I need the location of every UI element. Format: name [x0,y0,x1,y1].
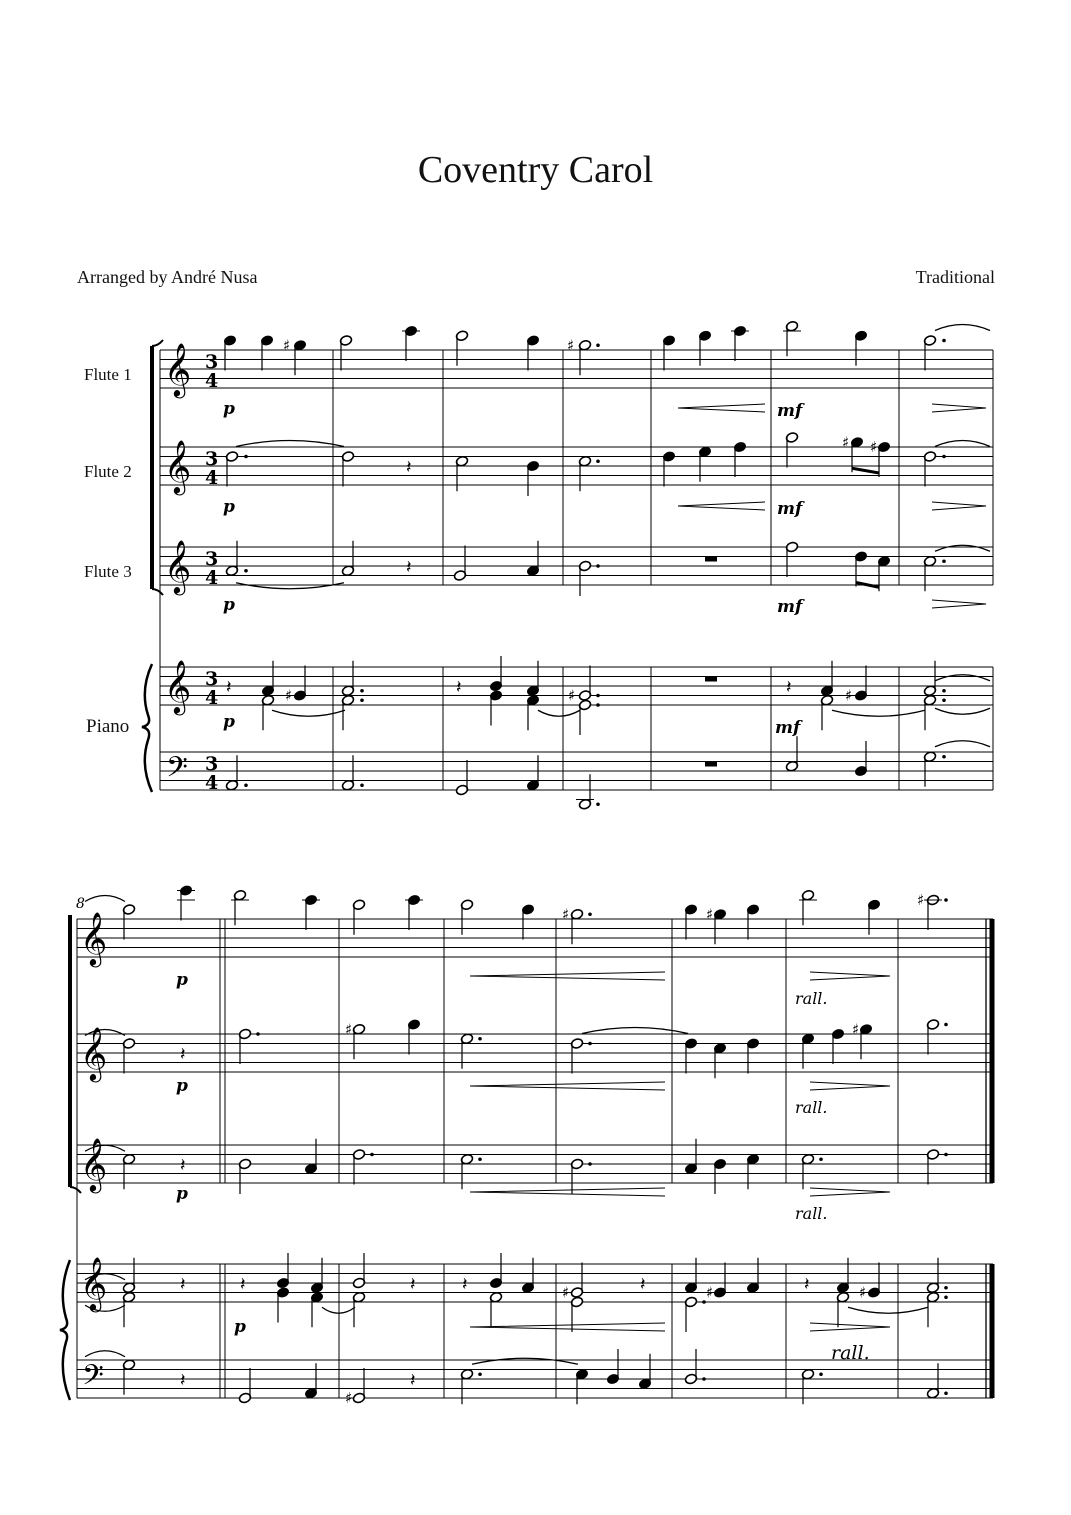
sharp-icon: ♯ [852,1020,860,1039]
dynamic-mark: p [223,497,235,517]
augmentation-dot [478,1157,482,1161]
note [341,661,354,697]
note [460,1153,473,1189]
note [526,755,539,791]
augmentation-dot [942,755,946,759]
augmentation-dot [944,1153,948,1157]
augmentation-dot [819,1372,823,1376]
note [238,1158,251,1194]
augmentation-dot [256,1032,260,1036]
augmentation-dot [244,455,248,459]
sharp-icon: ♯ [562,905,570,924]
note [785,541,798,577]
crescendo-hairpin [470,972,665,980]
piano-brace [142,664,152,792]
sharp-icon: ♯ [917,891,925,909]
note [785,432,798,468]
decrescendo-hairpin [810,972,890,980]
decrescendo-hairpin [932,502,986,510]
note [820,694,833,730]
sharp-icon: ♯ [345,1389,353,1407]
time-signature-denominator: 4 [205,370,219,392]
crescendo-hairpin [678,404,765,412]
augmentation-dot [596,802,600,806]
augmentation-dot [596,703,600,707]
quarter-rest-icon: 𝄽 [410,1370,416,1391]
note [820,661,833,697]
note [276,1253,289,1289]
augmentation-dot [944,1286,948,1290]
note [801,1153,814,1189]
note [526,335,539,371]
note [238,1028,251,1064]
note [923,451,936,487]
note [684,1349,697,1385]
note [713,1263,726,1299]
note [926,1149,939,1185]
note [606,1349,619,1385]
whole-rest-icon [705,762,717,767]
note [575,1368,588,1404]
tempo-mark: rall. [795,989,828,1008]
augmentation-dot [702,1377,706,1381]
tie [236,441,344,447]
sharp-icon: ♯ [706,905,714,924]
note [926,1019,939,1055]
quarter-rest-icon: 𝄽 [180,1155,186,1176]
tie [236,583,344,589]
quarter-rest-icon: 𝄽 [240,1274,246,1295]
augmentation-dot [360,689,364,693]
tie [848,1307,928,1313]
note [801,1368,814,1404]
decrescendo-hairpin [810,1188,890,1196]
dynamic-mark: p [223,712,235,732]
note [293,666,306,702]
note [521,1258,534,1294]
tie [272,710,345,716]
augmentation-dot [244,569,248,573]
note [662,451,675,487]
tie [538,710,580,716]
note [801,1033,814,1069]
dynamic-mark: p [176,1184,188,1204]
sharp-icon: ♯ [562,1283,570,1302]
note [713,908,726,944]
note [352,1291,365,1327]
note [713,1042,726,1078]
note [489,656,502,692]
bracket-hook [152,340,163,346]
note [698,446,711,482]
note [238,1368,251,1404]
note [223,335,236,371]
note [521,904,534,940]
tie [935,708,990,714]
note [489,690,502,726]
quarter-rest-icon: 𝄽 [406,557,412,578]
dynamic-mark: mf [777,499,803,519]
tie [935,325,990,331]
crescendo-hairpin [470,1188,665,1196]
time-signature-numerator: 3 [205,548,219,570]
crescendo-hairpin [678,502,765,510]
quarter-rest-icon: 𝄽 [180,1274,186,1295]
augmentation-dot [944,898,948,902]
sharp-icon: ♯ [568,686,576,705]
note [225,541,238,577]
note [867,899,880,935]
tie [935,675,990,681]
augmentation-dot [588,912,592,916]
time-signature-denominator: 4 [205,467,219,489]
note [926,1291,939,1327]
note [578,455,591,491]
augmentation-dot [596,564,600,568]
note [684,904,697,940]
time-signature-numerator: 3 [205,753,219,775]
quarter-rest-icon: 𝄽 [180,1044,186,1065]
flute3-label: Flute 3 [84,562,132,581]
note [489,1291,502,1327]
note [455,760,468,796]
note [836,1291,849,1327]
note [854,330,867,366]
augmentation-dot [819,1157,823,1161]
augmentation-dot [478,1037,482,1041]
note [923,661,936,697]
piano-label: Piano [86,716,130,737]
bracket-hook [152,589,163,595]
note [122,1038,135,1074]
note [304,1139,317,1175]
note [926,1363,939,1399]
dynamic-mark: mf [775,718,801,738]
note [923,694,936,730]
note [260,335,273,371]
bass-clef-icon: 𝄢 [82,1359,104,1399]
quarter-rest-icon: 𝄽 [456,677,462,698]
note [698,330,711,366]
augmentation-dot [370,1153,374,1157]
augmentation-dot [596,694,600,698]
tempo-mark: rall. [831,1342,870,1364]
flute1-label: Flute 1 [84,365,132,384]
note [122,1359,135,1395]
quarter-rest-icon: 𝄽 [410,1274,416,1295]
sharp-icon: ♯ [285,686,293,705]
note [867,1263,880,1299]
note [578,699,591,735]
note [489,1253,502,1289]
whole-rest-icon [705,557,717,562]
tie [935,741,990,747]
augmentation-dot [478,1372,482,1376]
augmentation-dot [942,698,946,702]
arranger-credit: Arranged by André Nusa [77,267,258,287]
note [746,904,759,940]
note [923,751,936,787]
composer-credit: Traditional [915,267,995,287]
note [122,1153,135,1189]
sharp-icon: ♯ [859,1283,867,1302]
note [713,1158,726,1194]
tempo-mark: rall. [795,1098,828,1117]
note [122,1291,135,1327]
augmentation-dot [588,1042,592,1046]
treble-clef-icon: 𝄞 [80,1026,108,1080]
quarter-rest-icon: 𝄽 [406,457,412,478]
augmentation-dot [942,455,946,459]
note [341,451,354,487]
sharp-icon: ♯ [845,686,853,705]
tie [832,710,925,716]
sharp-icon: ♯ [870,438,878,456]
note [352,899,365,935]
note [836,1258,849,1294]
note [926,1258,939,1294]
note [923,335,936,371]
dynamic-mark: p [223,399,235,419]
augmentation-dot [942,689,946,693]
note [578,774,591,810]
note [453,546,466,582]
decrescendo-hairpin [932,600,986,608]
note [341,541,354,577]
note [570,908,583,944]
tie [85,1351,125,1357]
treble-clef-icon: 𝄞 [164,439,192,493]
note [122,1258,135,1294]
note [310,1291,323,1327]
note [578,339,591,375]
augmentation-dot [942,339,946,343]
note [225,755,238,791]
measure-number: 8 [76,896,85,912]
quarter-rest-icon: 𝄽 [786,677,792,698]
note [455,330,468,366]
note [233,889,246,925]
note [455,455,468,491]
note [859,1023,872,1059]
augmentation-dot [942,559,946,563]
time-signature-denominator: 4 [205,567,219,589]
time-signature-numerator: 3 [205,448,219,470]
decrescendo-hairpin [810,1323,890,1331]
note [684,1296,697,1332]
time-signature-denominator: 4 [205,772,219,794]
augmentation-dot [596,459,600,463]
quarter-rest-icon: 𝄽 [180,1370,186,1391]
note [460,1033,473,1069]
note [339,335,352,371]
note [352,1149,365,1185]
note [276,1287,289,1323]
note [684,1139,697,1175]
note [341,694,354,730]
note [785,320,798,356]
note [684,1258,697,1294]
treble-clef-icon: 𝄞 [80,1137,108,1191]
crescendo-hairpin [470,1082,665,1090]
note [341,755,354,791]
note [407,1019,420,1055]
augmentation-dot [244,783,248,787]
note [662,335,675,371]
note [785,736,798,772]
note [352,1368,365,1404]
quarter-rest-icon: 𝄽 [804,1274,810,1295]
treble-clef-icon: 𝄞 [80,911,108,965]
note [526,541,539,577]
augmentation-dot [360,783,364,787]
augmentation-dot [944,1391,948,1395]
sharp-icon: ♯ [283,336,291,355]
augmentation-dot [596,343,600,347]
quarter-rest-icon: 𝄽 [640,1274,646,1295]
augmentation-dot [588,1162,592,1166]
score-title: Coventry Carol [417,149,654,191]
tie [85,896,125,902]
note [310,1258,323,1294]
note [304,1363,317,1399]
note [746,1038,759,1074]
dynamic-mark: p [176,1076,188,1096]
crescendo-hairpin [470,1323,665,1331]
treble-clef-icon: 𝄞 [80,1256,108,1310]
piano-brace [60,1260,70,1400]
note [460,899,473,935]
quarter-rest-icon: 𝄽 [226,677,232,698]
note [877,555,890,591]
sharp-icon: ♯ [567,336,575,355]
time-signature-denominator: 4 [205,687,219,709]
time-signature-numerator: 3 [205,351,219,373]
note [733,441,746,477]
note [526,661,539,697]
sharp-icon: ♯ [842,433,850,452]
note [746,1153,759,1189]
note [570,1263,583,1299]
treble-clef-icon: 𝄞 [164,539,192,593]
note [460,1368,473,1404]
dynamic-mark: p [223,595,235,615]
note [261,694,274,730]
tie [472,1358,578,1364]
note [225,451,238,487]
tie [935,545,990,551]
decrescendo-hairpin [810,1082,890,1090]
note [526,460,539,496]
note [122,904,135,940]
note [578,666,591,702]
quarter-rest-icon: 𝄽 [462,1274,468,1295]
note [746,1258,759,1294]
note [684,1038,697,1074]
treble-clef-icon: 𝄞 [164,342,192,396]
note [578,560,591,596]
augmentation-dot [360,698,364,702]
whole-rest-icon [705,677,717,682]
treble-clef-icon: 𝄞 [164,659,192,713]
sharp-icon: ♯ [706,1283,714,1302]
beam [852,468,879,473]
augmentation-dot [944,1023,948,1027]
note [570,1296,583,1332]
dynamic-mark: p [234,1317,246,1337]
note [854,666,867,702]
tempo-mark: rall. [795,1204,828,1223]
dynamic-mark: mf [777,401,803,421]
note [801,889,814,925]
dynamic-mark: mf [777,597,803,617]
note [923,555,936,591]
note [877,441,890,477]
note [352,1253,365,1289]
tie [935,441,990,447]
decrescendo-hairpin [932,404,986,412]
flute2-label: Flute 2 [84,462,132,481]
note [570,1158,583,1194]
note [854,741,867,777]
note [526,694,539,730]
note [638,1354,651,1390]
note [831,1028,844,1064]
note [261,661,274,697]
augmentation-dot [944,1295,948,1299]
dynamic-mark: p [176,970,188,990]
bass-clef-icon: 𝄢 [166,751,188,791]
augmentation-dot [702,1300,706,1304]
note [352,1023,365,1059]
note [570,1038,583,1074]
sharp-icon: ♯ [345,1020,353,1039]
time-signature-numerator: 3 [205,668,219,690]
note [293,339,306,375]
